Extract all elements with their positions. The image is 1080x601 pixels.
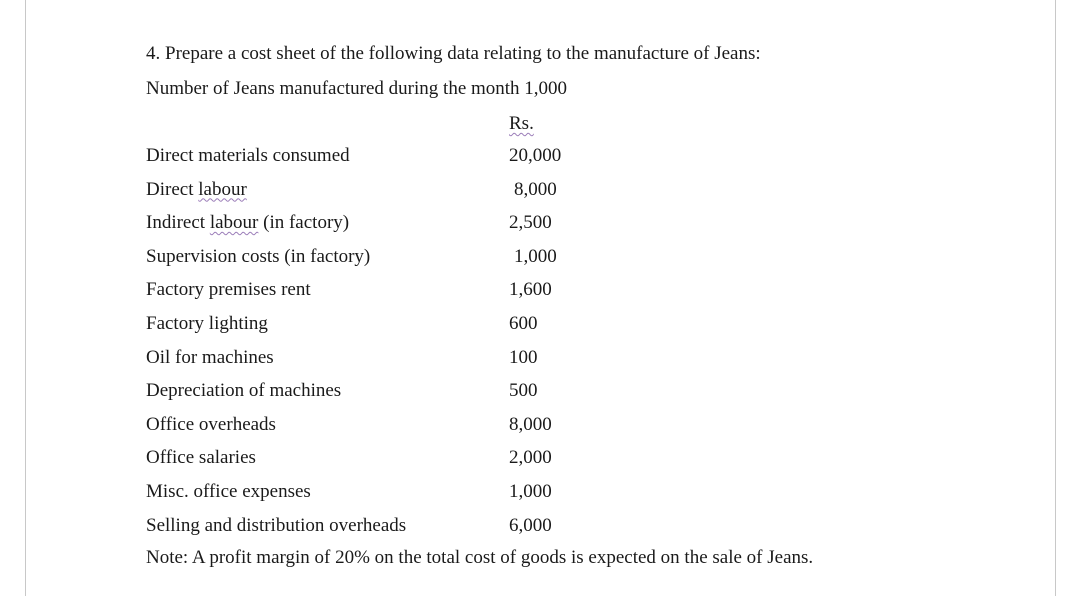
cost-amount: 600: [509, 312, 538, 334]
quantity-line: Number of Jeans manufactured during the month 1,000: [146, 78, 568, 99]
cost-row: [146, 246, 866, 280]
cost-row: [146, 279, 866, 313]
cost-amount: 8,000: [514, 178, 557, 200]
cost-row: [146, 179, 866, 213]
cost-amount: 2,500: [509, 212, 552, 234]
cost-row: [146, 447, 866, 481]
cost-row: [146, 380, 866, 414]
cost-amount: 100: [509, 346, 538, 368]
cost-label: Oil for machines: [146, 346, 274, 368]
cost-label: Factory lighting: [146, 312, 268, 334]
cost-row: [146, 145, 866, 179]
cost-amount: 8,000: [509, 413, 552, 435]
cost-label: [146, 179, 247, 201]
cost-row: [146, 515, 866, 549]
currency-header: Rs.: [509, 113, 534, 134]
cost-label: [146, 212, 349, 234]
cost-row: [146, 313, 866, 347]
cost-label: Office overheads: [146, 413, 276, 435]
cost-label: Misc. office expenses: [146, 480, 311, 502]
cost-label: Factory premises rent: [146, 279, 311, 301]
spellcheck-flagged-word[interactable]: labour: [209, 212, 259, 234]
cost-amount: 2,000: [509, 447, 552, 469]
cost-row: [146, 212, 866, 246]
question-title: 4. Prepare a cost sheet of the following data relating to the manufacture of Jeans:: [146, 43, 761, 64]
profit-note: Note: A profit margin of 20% on the total cost of goods is expected on the sale of Jeans.: [146, 547, 814, 568]
cost-row: [146, 347, 866, 381]
cost-label: Direct materials consumed: [146, 145, 350, 166]
cost-amount: 1,000: [514, 245, 557, 267]
cost-label-prefix: Indirect: [146, 212, 210, 234]
cost-amount: 500: [509, 380, 538, 402]
cost-label: Office salaries: [146, 447, 256, 469]
cost-row: [146, 481, 866, 515]
cost-label-suffix: (in factory): [258, 212, 350, 234]
cost-row: [146, 414, 866, 448]
page-left-edge: [25, 0, 26, 596]
cost-amount: 1,000: [509, 480, 552, 502]
cost-label: Supervision costs (in factory): [146, 245, 371, 267]
cost-label: Depreciation of machines: [146, 380, 342, 402]
spellcheck-flagged-word[interactable]: labour: [198, 178, 247, 200]
cost-amount: 6,000: [509, 514, 552, 536]
cost-label: Selling and distribution overheads: [146, 514, 407, 536]
cost-label-prefix: Direct: [146, 178, 199, 200]
cost-items-list: [146, 145, 866, 548]
cost-amount: 1,600: [509, 279, 552, 301]
cost-amount: 20,000: [509, 145, 562, 166]
page-right-edge: [1055, 0, 1056, 596]
